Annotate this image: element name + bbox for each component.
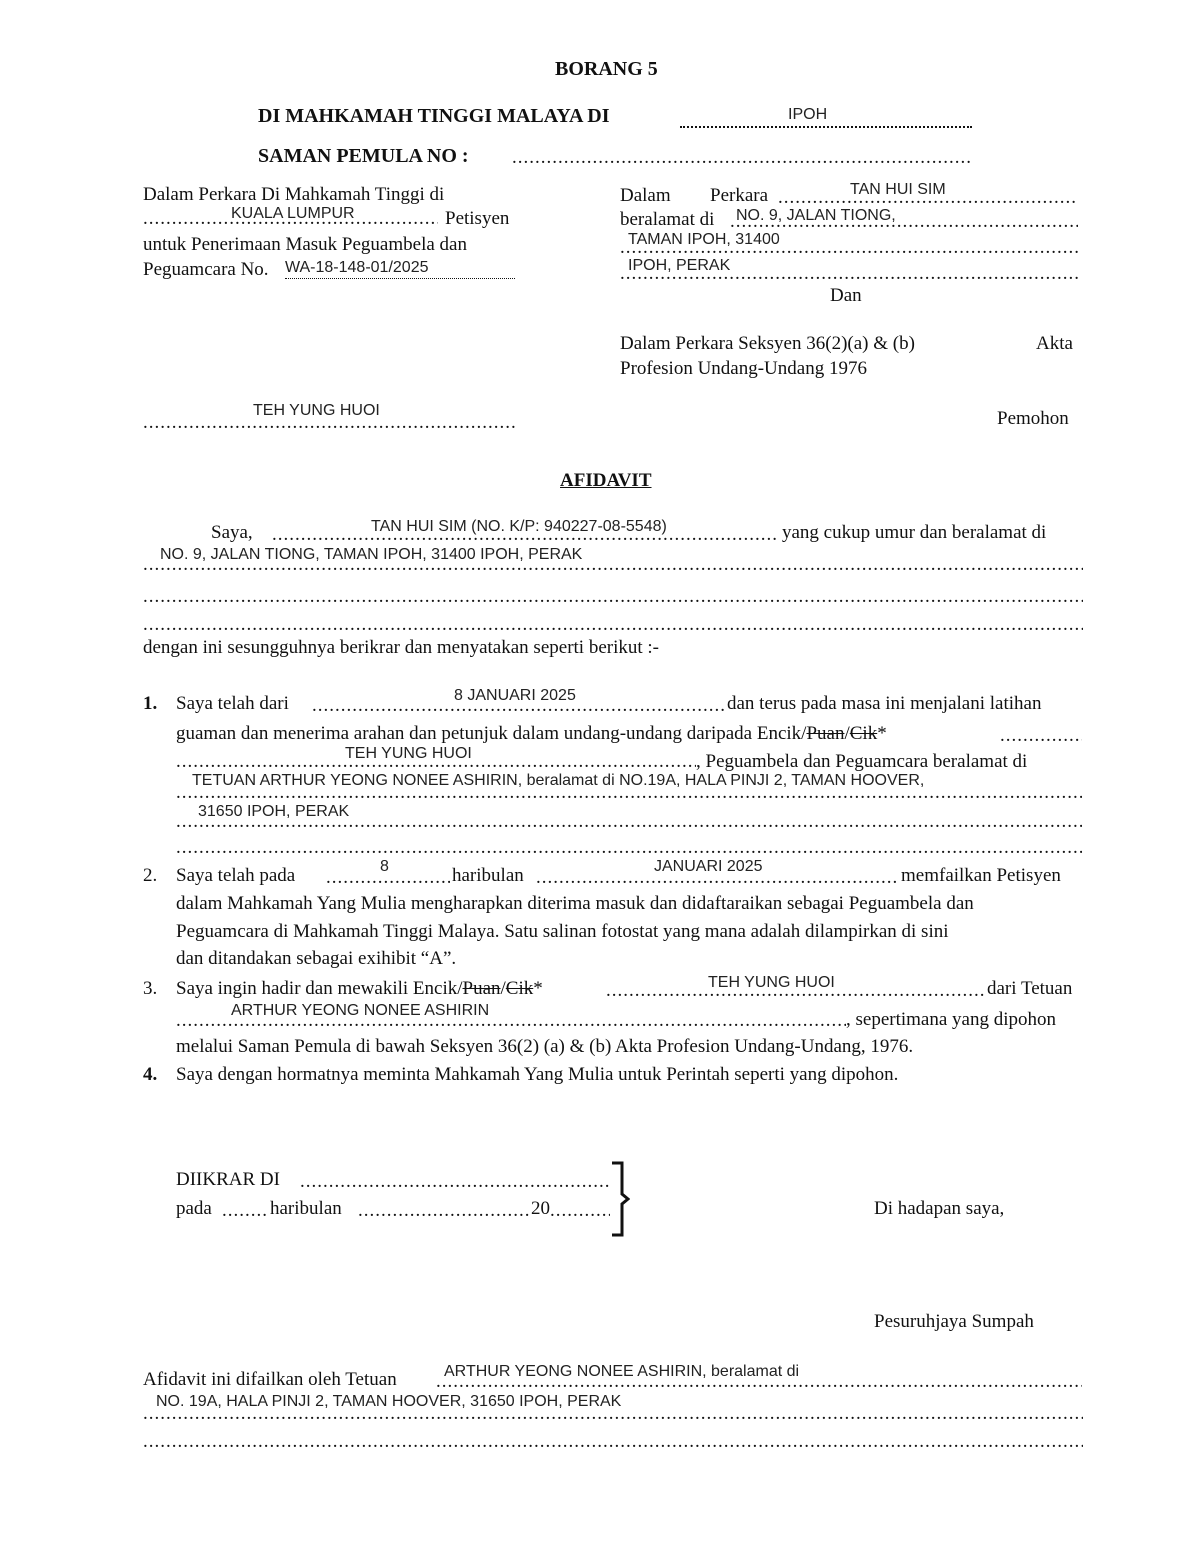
para3-firm: ARTHUR YEONG NONEE ASHIRIN [231,1002,490,1019]
para1-firm: TETUAN ARTHUR YEONG NONEE ASHIRIN, beralamat di NO.19A, HALA PINJI 2, TAMAN HOOVER, [192,772,925,789]
seksyen-line2: Profesion Undang-Undang 1976 [620,358,867,379]
haribulan-dots [358,1199,530,1223]
para3-line3: melalui Saman Pemula di bawah Seksyen 36(2) (a) & (b) Akta Profesion Undang-Undang, 1976. [176,1036,914,1057]
jurat-brace [608,1160,630,1238]
filing-extra-dots [143,1430,1083,1454]
para1-city: 31650 IPOH, PERAK [198,803,350,820]
court-heading: DI MAHKAMAH TINGGI MALAYA DI [258,105,610,127]
year-dots [550,1199,610,1223]
filed-by-label: Afidavit ini difailkan oleh Tetuan [143,1369,397,1390]
address-dots-3 [143,613,1083,637]
para1-date: 8 JANUARI 2025 [454,687,576,704]
diikrar-label: DIIKRAR DI [176,1169,280,1190]
petitioner-name: TEH YUNG HUOI [253,402,380,419]
seksyen-line1: Dalam Perkara Seksyen 36(2)(a) & (b) [620,333,915,354]
court-place-value: IPOH [788,106,828,123]
para3-c: , sepertimana yang dipohon [846,1009,1057,1030]
right-address-line1: NO. 9, JALAN TIONG, [736,207,896,224]
hadapan-label: Di hadapan saya, [874,1198,1005,1219]
deponent-address: NO. 9, JALAN TIONG, TAMAN IPOH, 31400 IPOH, PERAK [160,546,583,563]
para2-b: haribulan [452,865,524,886]
para1-master-name: TEH YUNG HUOI [345,745,472,762]
para2-line3: Peguamcara di Mahkamah Tinggi Malaya. Satu salinan fotostat yang mana adalah dilampirkan di sini [176,921,949,942]
saya-label: Saya, [211,522,253,543]
dan-label: Dan [830,285,862,306]
para1-b: dan terus pada masa ini menjalani latihan [727,693,1042,714]
para2-c: memfailkan Petisyen [901,865,1061,886]
para2-line4: dan ditandakan sebagai exihibit “A”. [176,948,457,969]
right-address-line3: IPOH, PERAK [628,257,731,274]
para2-line2: dalam Mahkamah Yang Mulia mengharapkan diterima masuk dan didaftaraikan sebagai Peguambela dan [176,893,974,914]
diikrar-dots [300,1170,610,1194]
para3-number: 3. [143,978,158,999]
para1-c: guaman dan menerima arahan dan petunjuk dalam undang-undang daripada Encik/Puan/Cik* [176,723,887,744]
para1-d: , Peguambela dan Peguamcara beralamat di [696,751,1028,772]
declare-text: dengan ini sesungguhnya berikrar dan menyatakan seperti berikut :- [143,637,659,658]
right-dalam: Dalam [620,185,671,206]
left-court-place: KUALA LUMPUR [231,205,355,222]
para2-day: 8 [380,858,389,875]
left-case-line1: Dalam Perkara Di Mahkamah Tinggi di [143,184,445,205]
para1-extra-dots [176,836,1082,860]
left-petisyen: Petisyen [445,208,510,229]
pada-dots [222,1199,268,1223]
address-dots-2 [143,585,1083,609]
saman-dots [512,146,972,170]
para1-a: Saya telah dari [176,693,289,714]
para3-master-name: TEH YUNG HUOI [708,974,835,991]
para3-a: Saya ingin hadir dan mewakili Encik/Puan/Cik* [176,978,543,999]
form-number: BORANG 5 [555,58,658,80]
para4-text: Saya dengan hormatnya meminta Mahkamah Yang Mulia untuk Perintah seperti yang dipohon. [176,1064,899,1085]
seksyen-akta: Akta [1036,333,1073,354]
left-case-line4: Peguamcara No. [143,259,269,280]
para1-number: 1. [143,693,158,714]
pesuruhjaya-label: Pesuruhjaya Sumpah [874,1311,1034,1332]
para1-c-dots [1000,724,1082,748]
para2-month: JANUARI 2025 [654,858,763,875]
right-applicant-name: TAN HUI SIM [850,181,946,198]
haribulan-label: haribulan [270,1198,342,1219]
para2-number: 2. [143,865,158,886]
pemohon-label: Pemohon [997,408,1069,429]
para4-number: 4. [143,1064,158,1085]
afidavit-title: AFIDAVIT [560,470,652,491]
pada-label: pada [176,1198,212,1219]
right-perkara: Perkara [710,185,769,206]
left-case-line3: untuk Penerimaan Masuk Peguambela dan [143,234,467,255]
right-beralamat: beralamat di [620,209,715,230]
para3-b: dari Tetuan [987,978,1073,999]
case-number: WA-18-148-01/2025 [285,258,515,279]
umur-text: yang cukup umur dan beralamat di [782,522,1047,543]
filing-address: NO. 19A, HALA PINJI 2, TAMAN HOOVER, 31650 IPOH, PERAK [156,1393,622,1410]
saman-label: SAMAN PEMULA NO : [258,145,469,167]
filing-firm: ARTHUR YEONG NONEE ASHIRIN, beralamat di [444,1363,800,1380]
right-address-line2: TAMAN IPOH, 31400 [628,231,780,248]
para2-a: Saya telah pada [176,865,296,886]
court-place-line [680,126,972,128]
deponent-name: TAN HUI SIM (NO. K/P: 940227-08-5548) [371,518,667,535]
year-prefix: 20 [531,1198,550,1219]
